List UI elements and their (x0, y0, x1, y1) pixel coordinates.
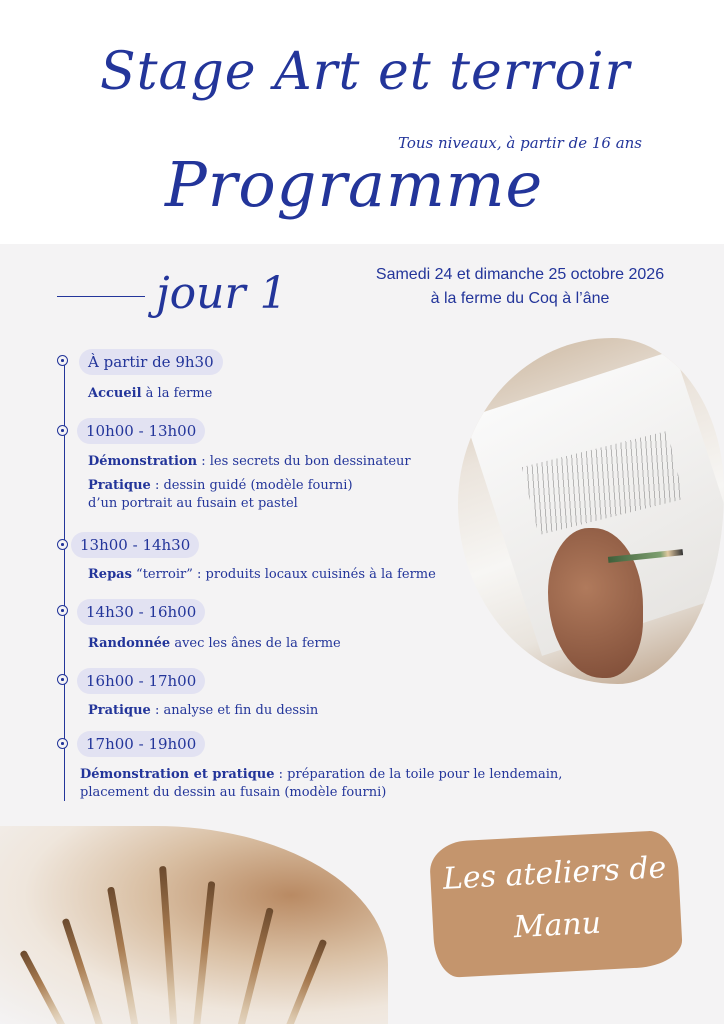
description-line (88, 702, 318, 720)
brushes-photo (0, 826, 388, 1024)
timeline-dot-icon (57, 738, 68, 749)
day-divider-line (57, 296, 145, 297)
description-bold: Pratique (88, 478, 151, 493)
drawing-photo (458, 338, 724, 684)
logo-line: Les ateliers de (442, 850, 668, 897)
paintbrush-icon (62, 918, 106, 1024)
paintbrush-icon (192, 881, 216, 1024)
description-line (88, 385, 212, 403)
paintbrush-icon (233, 907, 274, 1024)
dates-line: Samedi 24 et dimanche 25 octobre 2026 (375, 266, 665, 283)
description-text: d’un portrait au fusain et pastel (88, 496, 298, 511)
description-text: à la ferme (141, 386, 213, 401)
description-text: : analyse et fin du dessin (150, 703, 319, 718)
timeline-dot-icon (57, 539, 68, 550)
description-bold: Randonnée (88, 636, 171, 651)
description-line (88, 495, 411, 513)
time-badge: 13h00 - 14h30 (71, 532, 199, 558)
timeline-dot-icon (57, 674, 68, 685)
time-badge: À partir de 9h30 (79, 349, 223, 375)
event-dates (340, 263, 700, 311)
paintbrush-icon (159, 866, 178, 1024)
schedule-description (88, 635, 341, 653)
day-label: jour 1 (156, 268, 288, 319)
page-title: Stage Art et terroir (100, 42, 631, 102)
programme-heading: Programme (165, 148, 544, 221)
paintbrush-icon (19, 950, 67, 1024)
schedule-description (88, 566, 436, 584)
time-badge: 16h00 - 17h00 (77, 668, 205, 694)
description-bold: Démonstration (88, 454, 198, 469)
description-line (88, 566, 436, 584)
timeline-dot-icon (57, 355, 68, 366)
description-bold: Démonstration et pratique (80, 767, 275, 782)
description-text: : préparation de la toile pour le lendemain, (274, 767, 563, 782)
schedule-description (88, 385, 212, 403)
location-line: à la ferme du Coq à l’âne (430, 290, 610, 307)
logo-line: Manu (512, 905, 602, 946)
timeline-dot-icon (57, 605, 68, 616)
logo-text (429, 842, 682, 959)
description-text: “terroir” : produits locaux cuisinés à la ferme (131, 567, 436, 582)
description-line (80, 766, 562, 784)
description-text: : les secrets du bon dessinateur (197, 454, 411, 469)
time-badge: 10h00 - 13h00 (77, 418, 205, 444)
description-bold: Pratique (88, 703, 151, 718)
description-bold: Repas (88, 567, 132, 582)
description-line (88, 453, 411, 471)
schedule-description (88, 702, 318, 720)
timeline-dot-icon (57, 425, 68, 436)
time-badge: 17h00 - 19h00 (77, 731, 205, 757)
time-badge: 14h30 - 16h00 (77, 599, 205, 625)
description-bold: Accueil (88, 386, 142, 401)
paintbrush-icon (107, 887, 140, 1024)
schedule-description (88, 453, 411, 513)
level-subtitle: Tous niveaux, à partir de 16 ans (398, 134, 642, 152)
description-text: : dessin guidé (modèle fourni) (150, 478, 353, 493)
description-line (88, 635, 341, 653)
description-line (80, 784, 562, 802)
description-text: avec les ânes de la ferme (170, 636, 341, 651)
description-line (88, 477, 411, 495)
paintbrush-icon (280, 939, 328, 1024)
description-text: placement du dessin au fusain (modèle fourni) (80, 785, 387, 800)
schedule-description (80, 766, 562, 802)
